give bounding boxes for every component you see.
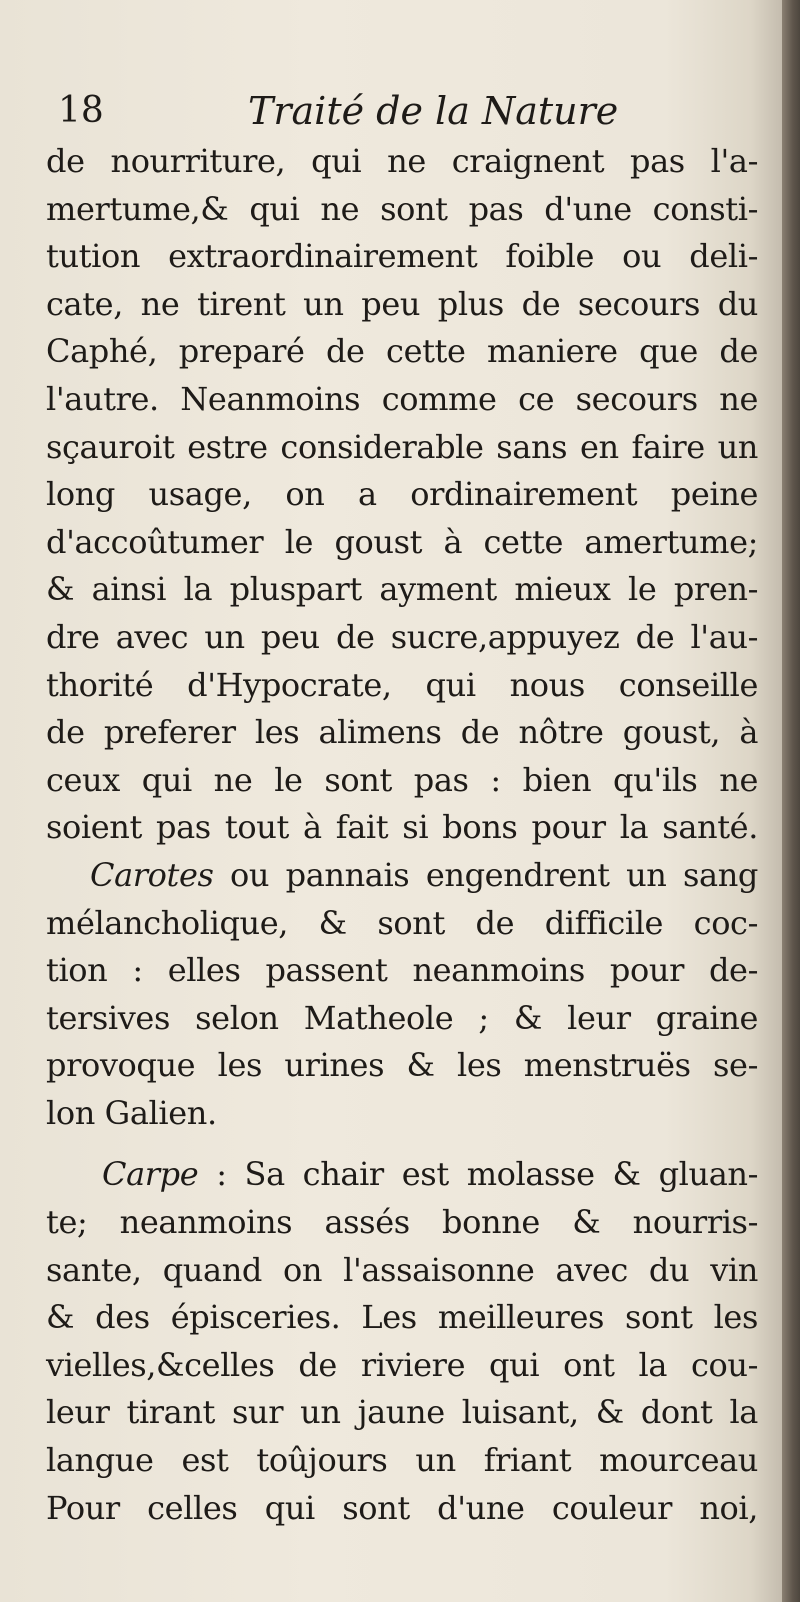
text-line: de nourriture, qui ne craignent pas l'a- bbox=[46, 142, 758, 180]
text-line: lon Galien. bbox=[46, 1093, 217, 1132]
page-number: 18 bbox=[58, 90, 104, 131]
text-line: d'accoûtumer le goust à cette amertume; bbox=[46, 522, 758, 561]
text-line: & des épisceries. Les meilleures sont les bbox=[46, 1298, 758, 1337]
text-line: te; neanmoins assés bonne & nourris- bbox=[46, 1203, 758, 1242]
binding-edge bbox=[782, 0, 800, 1602]
text-line: l'autre. Neanmoins comme ce secours ne bbox=[46, 379, 758, 418]
text-line: dre avec un peu de sucre,appuyez de l'au- bbox=[46, 617, 758, 656]
carpe-first-line bbox=[46, 1151, 758, 1199]
page-header bbox=[58, 86, 758, 136]
carotes-first-line bbox=[46, 852, 758, 900]
text-line: tion : elles passent neanmoins pour de- bbox=[46, 951, 758, 990]
text-line: sçauroit estre considerable sans en faire un bbox=[46, 427, 758, 466]
text-line: thorité d'Hypocrate, qui nous conseille bbox=[46, 665, 758, 704]
text-line: mélancholique, & sont de difficile coc- bbox=[46, 903, 758, 942]
text-line: tution extraordinairement foible ou deli- bbox=[46, 237, 758, 276]
text-line: & ainsi la pluspart ayment mieux le pren- bbox=[46, 570, 758, 609]
text-line: sante, quand on l'assaisonne avec du vin bbox=[46, 1250, 758, 1289]
running-title: Traité de la Nature bbox=[248, 89, 619, 133]
entry-keyword-carotes: Carotes bbox=[90, 855, 214, 894]
text-line: ceux qui ne le sont pas : bien qu'ils ne bbox=[46, 760, 758, 799]
text-line: provoque les urines & les menstruës se- bbox=[46, 1046, 758, 1085]
body-text bbox=[46, 138, 758, 1532]
text-line: Pour celles qui sont d'une couleur noi, bbox=[46, 1488, 758, 1527]
text-line: tersives selon Matheole ; & leur graine bbox=[46, 998, 758, 1037]
text-line: vielles,&celles de riviere qui ont la cou- bbox=[46, 1345, 758, 1384]
text-line: long usage, on a ordinairement peine bbox=[46, 475, 758, 514]
text-line: leur tirant sur un jaune luisant, & dont la bbox=[46, 1393, 758, 1432]
text-line: soient pas tout à fait si bons pour la santé. bbox=[46, 808, 758, 847]
text-line: mertume,& qui ne sont pas d'une consti- bbox=[46, 189, 758, 228]
text-line: cate, ne tirent un peu plus de secours du bbox=[46, 284, 758, 323]
text-line: Caphé, preparé de cette maniere que de bbox=[46, 332, 758, 371]
text-line: langue est toûjours un friant mourceau bbox=[46, 1441, 758, 1480]
entry-text: : Sa chair est molasse & gluan- bbox=[198, 1155, 758, 1194]
entry-text: ou pannais engendrent un sang bbox=[213, 855, 758, 894]
text-line: de preferer les alimens de nôtre goust, à bbox=[46, 713, 758, 752]
entry-keyword-carpe: Carpe bbox=[102, 1155, 199, 1194]
